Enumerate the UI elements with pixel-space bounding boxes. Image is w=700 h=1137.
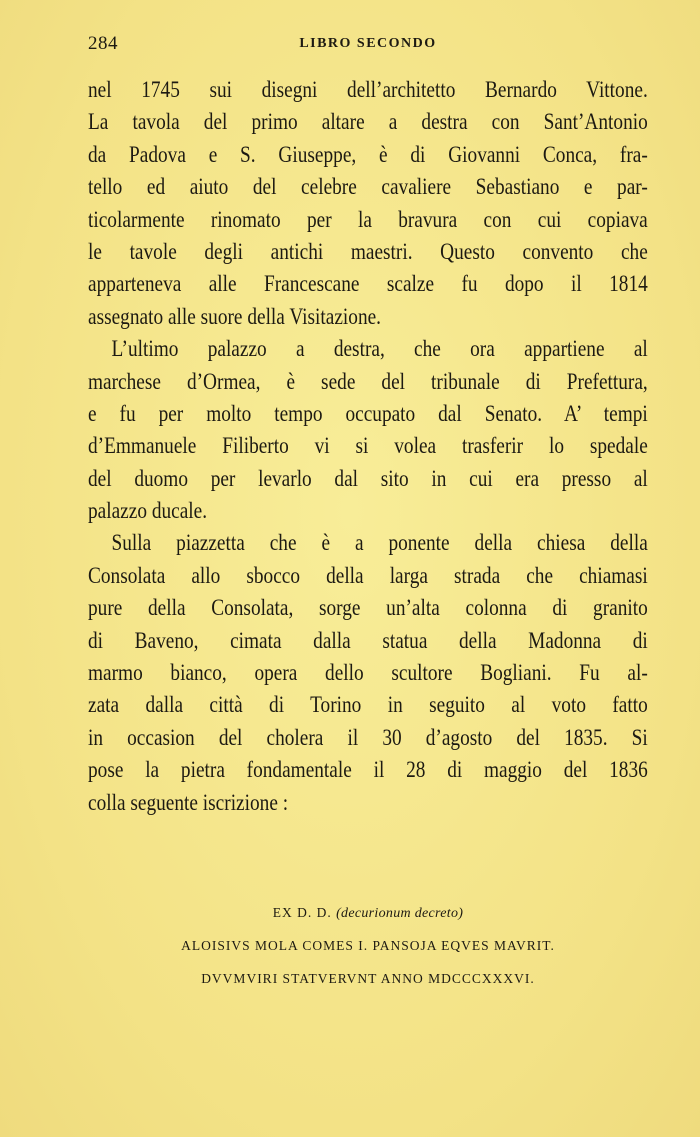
text-line: pose la pietra fondamentale il 28 di maggio del 1836 — [88, 757, 648, 783]
text-line: palazzo ducale. — [88, 498, 208, 524]
text-line: da Padova e S. Giuseppe, è di Giovanni Conca, fra- — [88, 141, 648, 167]
text-line: colla seguente iscrizione : — [88, 789, 289, 815]
text-line: L’ultimo palazzo a destra, che ora appartiene al — [111, 336, 648, 362]
text-line: e fu per molto tempo occupato dal Senato. A’ tempi — [88, 400, 648, 426]
inscription-line-3: DVVMVIRI STATVERVNT ANNO MDCCCXXXVI. — [201, 971, 535, 986]
text-line: pure della Consolata, sorge un’alta colonna di granito — [88, 595, 648, 621]
text-line: le tavole degli antichi maestri. Questo convento che — [88, 238, 648, 264]
page-header — [88, 33, 648, 57]
inscription-line-2: ALOISIVS MOLA COMES I. PANSOJA EQVES MAVRIT. — [181, 938, 555, 953]
running-head: LIBRO SECONDO — [299, 36, 437, 51]
text-line: zata dalla città di Torino in seguito al voto fatto — [88, 692, 648, 718]
text-line: del duomo per levarlo dal sito in cui era presso al — [88, 465, 648, 491]
text-line: marchese d’Ormea, è sede del tribunale di Prefettura, — [88, 368, 648, 394]
body-text — [88, 74, 648, 819]
text-line: Consolata allo sbocco della larga strada che chiamasi — [88, 562, 648, 588]
inscription-line-1 — [88, 896, 648, 929]
text-line: nel 1745 sui disegni dell’architetto Bernardo Vittone. — [88, 77, 648, 102]
page-number: 284 — [88, 33, 118, 54]
text-line: marmo bianco, opera dello scultore Bogliani. Fu al- — [88, 660, 648, 686]
text-line: La tavola del primo altare a destra con Sant’Antonio — [88, 109, 648, 135]
text-line: d’Emmanuele Filiberto vi si volea trasferir lo spedale — [88, 433, 648, 459]
text-line: ticolarmente rinomato per la bravura con cui copiava — [88, 206, 648, 232]
text-line: di Baveno, cimata dalla statua della Madonna di — [88, 627, 648, 653]
text-line: Sulla piazzetta che è a ponente della chiesa della — [111, 530, 648, 556]
text-line: apparteneva alle Francescane scalze fu dopo il 1814 — [88, 271, 648, 297]
inscription-line-1-caps: EX D. D. — [272, 905, 332, 920]
inscription — [88, 896, 648, 995]
text-line: tello ed aiuto del celebre cavaliere Sebastiano e par- — [88, 174, 648, 200]
text-line: assegnato alle suore della Visitazione. — [88, 303, 382, 329]
text-line: in occasion del cholera il 30 d’agosto del 1835. Si — [88, 724, 648, 750]
inscription-line-1-italic: (decurionum decreto) — [336, 906, 464, 921]
